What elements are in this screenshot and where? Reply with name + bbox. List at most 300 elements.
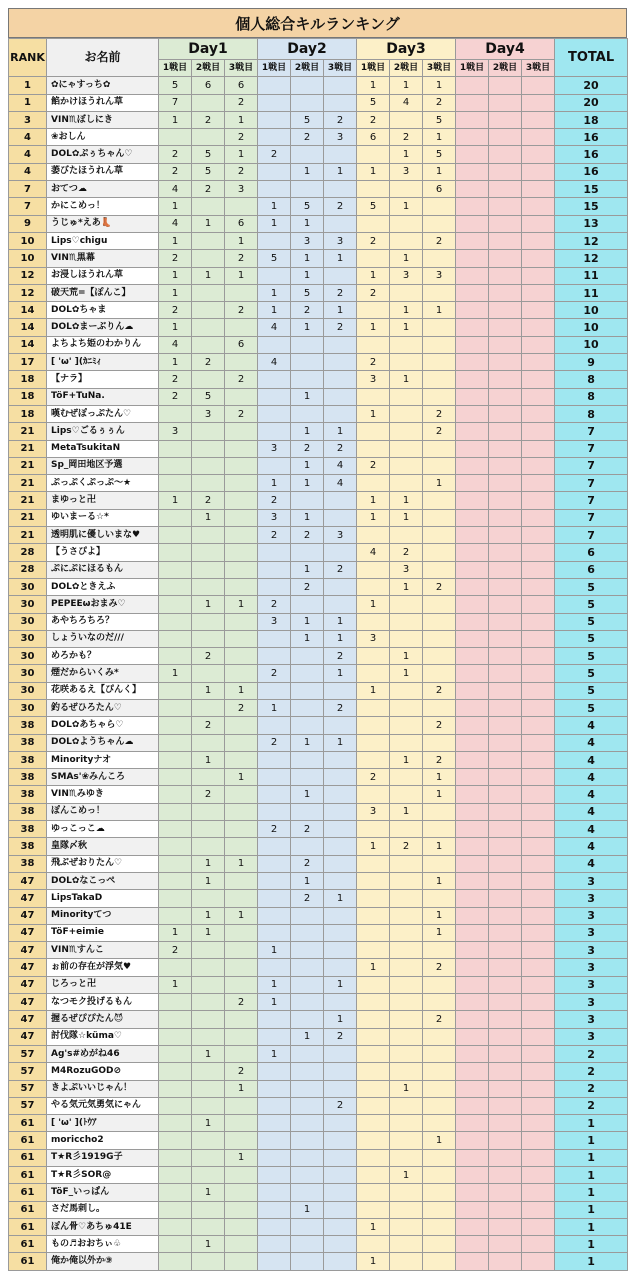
player-name-cell: 皇隊〆秋	[47, 838, 159, 855]
day4-battle1-kills-cell	[456, 596, 489, 613]
day1-battle1-kills-cell: 7	[159, 94, 192, 111]
day2-battle3-kills-cell	[324, 509, 357, 526]
day4-battle2-kills-cell	[489, 1201, 522, 1218]
rank-cell: 4	[9, 129, 47, 146]
day1-battle3-kills-cell	[225, 198, 258, 215]
total-kills-cell: 7	[555, 457, 628, 474]
day1-battle2-kills-cell	[192, 890, 225, 907]
day2-battle1-kills-cell	[258, 907, 291, 924]
day4-battle1-kills-cell	[456, 890, 489, 907]
day4-battle1-kills-cell	[456, 769, 489, 786]
day4-battle1-kills-cell	[456, 302, 489, 319]
day4-battle1-kills-cell	[456, 354, 489, 371]
day2-battle2-kills-cell: 1	[291, 423, 324, 440]
day4-battle3-kills-cell	[522, 475, 555, 492]
day1-battle3-kills-cell	[225, 527, 258, 544]
rank-cell: 30	[9, 578, 47, 595]
day3-battle1-kills-cell: 1	[357, 682, 390, 699]
table-row	[9, 267, 628, 284]
day1-battle1-kills-cell: 2	[159, 302, 192, 319]
day3-battle3-kills-cell: 2	[423, 1011, 456, 1028]
day2-battle1-kills-cell	[258, 544, 291, 561]
day4-battle1-header: 1戦目	[456, 60, 489, 77]
total-kills-cell: 3	[555, 872, 628, 889]
table-row	[9, 129, 628, 146]
table-row	[9, 423, 628, 440]
day3-battle2-kills-cell	[390, 423, 423, 440]
player-name-cell: VIN♏ぼしにき	[47, 111, 159, 128]
day1-battle1-kills-cell: 4	[159, 336, 192, 353]
day2-battle3-kills-cell: 2	[324, 1097, 357, 1114]
day2-battle3-kills-cell	[324, 682, 357, 699]
day4-battle3-kills-cell	[522, 1115, 555, 1132]
day3-battle3-kills-cell: 1	[423, 475, 456, 492]
day4-battle2-kills-cell	[489, 942, 522, 959]
day1-battle1-kills-cell	[159, 630, 192, 647]
day4-battle1-kills-cell	[456, 94, 489, 111]
total-kills-cell: 1	[555, 1167, 628, 1184]
total-kills-cell: 4	[555, 855, 628, 872]
day3-battle3-kills-cell: 1	[423, 1132, 456, 1149]
day4-battle3-kills-cell	[522, 1063, 555, 1080]
day2-battle1-kills-cell	[258, 111, 291, 128]
day3-battle2-kills-cell	[390, 1201, 423, 1218]
day1-battle1-kills-cell	[159, 561, 192, 578]
day2-battle1-kills-cell	[258, 855, 291, 872]
day4-battle2-kills-cell	[489, 1167, 522, 1184]
rank-cell: 4	[9, 146, 47, 163]
day3-battle2-kills-cell: 1	[390, 492, 423, 509]
player-name-cell: VIN♏すんこ	[47, 942, 159, 959]
day1-battle2-kills-cell: 1	[192, 1115, 225, 1132]
day1-battle3-kills-cell	[225, 354, 258, 371]
rank-cell: 30	[9, 648, 47, 665]
day3-battle1-kills-cell	[357, 1080, 390, 1097]
day3-battle3-kills-cell	[423, 613, 456, 630]
day1-battle3-kills-cell	[225, 1097, 258, 1114]
player-name-cell: お浸しほうれん草	[47, 267, 159, 284]
day3-battle3-kills-cell: 2	[423, 232, 456, 249]
day3-battle2-kills-cell	[390, 855, 423, 872]
table-row	[9, 699, 628, 716]
total-kills-cell: 7	[555, 527, 628, 544]
day2-battle1-kills-cell	[258, 405, 291, 422]
rank-cell: 7	[9, 198, 47, 215]
day3-battle3-kills-cell	[423, 457, 456, 474]
day4-battle1-kills-cell	[456, 578, 489, 595]
day2-battle1-kills-cell: 2	[258, 146, 291, 163]
rank-cell: 38	[9, 803, 47, 820]
rank-cell: 12	[9, 267, 47, 284]
player-name-cell: 飛ぶぜおりたん♡	[47, 855, 159, 872]
day2-battle2-kills-cell: 1	[291, 163, 324, 180]
day3-battle3-kills-cell	[423, 821, 456, 838]
name-header: お名前	[47, 39, 159, 77]
player-name-cell: やる気元気勇気にゃん	[47, 1097, 159, 1114]
day1-battle1-kills-cell: 2	[159, 942, 192, 959]
day4-battle3-kills-cell	[522, 786, 555, 803]
day1-battle3-kills-cell	[225, 872, 258, 889]
total-kills-cell: 13	[555, 215, 628, 232]
day3-battle3-kills-cell	[423, 440, 456, 457]
day1-battle3-kills-cell	[225, 648, 258, 665]
day4-battle1-kills-cell	[456, 838, 489, 855]
total-kills-cell: 11	[555, 284, 628, 301]
day1-battle2-kills-cell	[192, 838, 225, 855]
total-kills-cell: 4	[555, 751, 628, 768]
day2-battle3-kills-cell	[324, 907, 357, 924]
player-name-cell: 嘆むぜぽっぷたん♡	[47, 405, 159, 422]
day2-battle3-kills-cell: 3	[324, 129, 357, 146]
day1-battle1-kills-cell	[159, 769, 192, 786]
player-name-cell: 破天荒=【ぽんこ】	[47, 284, 159, 301]
day1-battle3-kills-cell	[225, 717, 258, 734]
day1-battle3-kills-cell: 2	[225, 94, 258, 111]
day3-battle2-kills-cell	[390, 1097, 423, 1114]
day3-battle1-kills-cell	[357, 890, 390, 907]
day2-battle3-kills-cell	[324, 1253, 357, 1270]
day4-battle1-kills-cell	[456, 457, 489, 474]
day1-battle1-kills-cell	[159, 1011, 192, 1028]
player-name-cell: [ 'ω' ](ｶﾆﾐｨ	[47, 354, 159, 371]
day2-battle1-kills-cell: 1	[258, 976, 291, 993]
day1-battle3-kills-cell	[225, 388, 258, 405]
day2-battle1-kills-cell: 1	[258, 302, 291, 319]
day4-battle3-kills-cell	[522, 1149, 555, 1166]
rank-cell: 14	[9, 302, 47, 319]
day2-battle1-kills-cell	[258, 1167, 291, 1184]
day1-battle1-kills-cell: 1	[159, 198, 192, 215]
day2-battle2-kills-cell: 1	[291, 561, 324, 578]
day3-battle1-kills-cell	[357, 786, 390, 803]
table-row	[9, 336, 628, 353]
day4-battle2-kills-cell	[489, 1115, 522, 1132]
day2-battle3-kills-cell: 2	[324, 648, 357, 665]
day1-battle2-kills-cell	[192, 769, 225, 786]
day3-battle1-kills-cell	[357, 1167, 390, 1184]
day3-battle1-kills-cell	[357, 1149, 390, 1166]
day3-battle3-kills-cell	[423, 544, 456, 561]
rank-cell: 47	[9, 942, 47, 959]
day3-battle2-kills-cell: 1	[390, 665, 423, 682]
day2-battle1-kills-cell	[258, 129, 291, 146]
total-kills-cell: 3	[555, 1011, 628, 1028]
day3-battle1-kills-cell: 1	[357, 405, 390, 422]
player-name-cell: TöF_いっぱん	[47, 1184, 159, 1201]
day2-battle3-kills-cell	[324, 855, 357, 872]
player-name-cell: さだ馬刺し。	[47, 1201, 159, 1218]
day4-battle1-kills-cell	[456, 699, 489, 716]
player-name-cell: しょういなのだ///	[47, 630, 159, 647]
rank-cell: 61	[9, 1184, 47, 1201]
day1-battle2-kills-cell	[192, 959, 225, 976]
day3-battle1-kills-cell	[357, 1236, 390, 1253]
day1-battle2-kills-cell: 1	[192, 907, 225, 924]
table-row	[9, 890, 628, 907]
day4-battle2-kills-cell	[489, 994, 522, 1011]
day2-battle2-kills-cell	[291, 751, 324, 768]
day3-battle1-header: 1戦目	[357, 60, 390, 77]
rank-cell: 38	[9, 786, 47, 803]
total-kills-cell: 7	[555, 475, 628, 492]
day4-battle3-kills-cell	[522, 267, 555, 284]
total-kills-cell: 7	[555, 440, 628, 457]
day2-battle3-kills-cell: 3	[324, 232, 357, 249]
day2-battle1-kills-cell: 1	[258, 284, 291, 301]
day1-battle3-kills-cell: 1	[225, 1080, 258, 1097]
day4-battle3-kills-cell	[522, 838, 555, 855]
player-name-cell: T★R彡SOR@	[47, 1167, 159, 1184]
day4-battle3-header: 3戦目	[522, 60, 555, 77]
day1-battle3-kills-cell	[225, 734, 258, 751]
day1-battle1-kills-cell: 1	[159, 111, 192, 128]
day1-battle1-kills-cell: 4	[159, 181, 192, 198]
day4-battle1-kills-cell	[456, 475, 489, 492]
player-name-cell: DOL✿あちゃら♡	[47, 717, 159, 734]
day1-battle1-kills-cell	[159, 1063, 192, 1080]
day4-battle1-kills-cell	[456, 423, 489, 440]
day4-battle3-kills-cell	[522, 457, 555, 474]
day4-battle1-kills-cell	[456, 1080, 489, 1097]
player-name-cell: [ 'ω' ](ﾄｳｱ	[47, 1115, 159, 1132]
day4-battle3-kills-cell	[522, 630, 555, 647]
day2-battle2-kills-cell	[291, 1115, 324, 1132]
day4-battle2-kills-cell	[489, 181, 522, 198]
day2-battle2-kills-cell	[291, 924, 324, 941]
player-name-cell: VIN♏みゆき	[47, 786, 159, 803]
day2-battle3-kills-cell	[324, 872, 357, 889]
day3-battle1-kills-cell	[357, 1045, 390, 1062]
day2-battle2-kills-cell	[291, 648, 324, 665]
day3-battle3-kills-cell	[423, 1097, 456, 1114]
day3-battle1-kills-cell	[357, 527, 390, 544]
day1-battle2-kills-cell: 1	[192, 509, 225, 526]
day3-battle2-kills-cell	[390, 890, 423, 907]
day4-battle3-kills-cell	[522, 492, 555, 509]
total-kills-cell: 2	[555, 1045, 628, 1062]
day4-battle2-kills-cell	[489, 215, 522, 232]
table-row	[9, 786, 628, 803]
day4-battle3-kills-cell	[522, 1045, 555, 1062]
day3-battle3-kills-cell	[423, 1236, 456, 1253]
day4-battle1-kills-cell	[456, 1201, 489, 1218]
day3-battle3-kills-cell	[423, 1218, 456, 1235]
day2-battle3-kills-cell: 1	[324, 1011, 357, 1028]
day2-battle3-header: 3戦目	[324, 60, 357, 77]
day2-battle2-kills-cell	[291, 838, 324, 855]
day3-battle3-kills-cell: 1	[423, 924, 456, 941]
day2-battle3-kills-cell: 1	[324, 613, 357, 630]
day4-battle1-kills-cell	[456, 198, 489, 215]
day1-battle3-kills-cell	[225, 1236, 258, 1253]
day2-battle3-kills-cell: 2	[324, 198, 357, 215]
total-kills-cell: 1	[555, 1149, 628, 1166]
day3-battle1-kills-cell	[357, 336, 390, 353]
player-name-cell: TöF+eimie	[47, 924, 159, 941]
sheet-title: 個人総合キルランキング	[8, 8, 627, 38]
day4-battle2-kills-cell	[489, 699, 522, 716]
day1-battle2-kills-cell	[192, 129, 225, 146]
day3-battle2-kills-cell	[390, 440, 423, 457]
day4-battle1-kills-cell	[456, 630, 489, 647]
rank-cell: 21	[9, 527, 47, 544]
day1-battle2-kills-cell	[192, 319, 225, 336]
player-name-cell: 餡かけほうれん草	[47, 94, 159, 111]
day4-battle1-kills-cell	[456, 388, 489, 405]
day3-battle1-kills-cell	[357, 181, 390, 198]
table-row	[9, 596, 628, 613]
day4-battle2-kills-cell	[489, 769, 522, 786]
total-kills-cell: 4	[555, 769, 628, 786]
day3-battle1-kills-cell: 1	[357, 267, 390, 284]
day1-battle2-kills-cell: 5	[192, 388, 225, 405]
day4-battle3-kills-cell	[522, 1253, 555, 1270]
day4-battle2-kills-cell	[489, 1028, 522, 1045]
player-name-cell: ぽん骨♡あちゅ41E	[47, 1218, 159, 1235]
day3-battle1-kills-cell: 1	[357, 959, 390, 976]
rank-cell: 21	[9, 423, 47, 440]
day2-battle2-kills-cell	[291, 354, 324, 371]
player-name-cell: まゆっと卍	[47, 492, 159, 509]
day3-battle2-kills-cell	[390, 699, 423, 716]
day3-battle2-kills-cell	[390, 1184, 423, 1201]
day2-battle2-kills-cell: 5	[291, 284, 324, 301]
day2-battle2-kills-cell	[291, 336, 324, 353]
rank-cell: 47	[9, 994, 47, 1011]
day4-battle1-kills-cell	[456, 146, 489, 163]
total-kills-cell: 16	[555, 146, 628, 163]
day3-battle2-header: 2戦目	[390, 60, 423, 77]
total-kills-cell: 3	[555, 976, 628, 993]
day2-battle2-kills-cell: 2	[291, 302, 324, 319]
day1-battle2-kills-cell: 2	[192, 717, 225, 734]
day2-battle3-kills-cell	[324, 1132, 357, 1149]
day2-battle1-kills-cell	[258, 838, 291, 855]
table-row	[9, 527, 628, 544]
day3-battle1-kills-cell	[357, 699, 390, 716]
day1-battle3-kills-cell	[225, 821, 258, 838]
player-name-cell: MetaTsukitaN	[47, 440, 159, 457]
day2-battle1-kills-cell	[258, 267, 291, 284]
day1-battle1-kills-cell	[159, 734, 192, 751]
day2-battle3-kills-cell	[324, 405, 357, 422]
day3-battle1-kills-cell: 1	[357, 1218, 390, 1235]
day4-header: Day4	[456, 39, 555, 60]
day1-battle3-kills-cell: 1	[225, 1149, 258, 1166]
day4-battle2-kills-cell	[489, 388, 522, 405]
day2-battle3-kills-cell: 3	[324, 527, 357, 544]
rank-cell: 61	[9, 1253, 47, 1270]
day3-battle1-kills-cell: 1	[357, 492, 390, 509]
day4-battle2-kills-cell	[489, 319, 522, 336]
day4-battle1-kills-cell	[456, 163, 489, 180]
day1-battle1-kills-cell	[159, 1253, 192, 1270]
day3-battle2-kills-cell	[390, 388, 423, 405]
table-row	[9, 163, 628, 180]
day1-battle2-kills-cell	[192, 630, 225, 647]
day2-battle2-kills-cell: 2	[291, 527, 324, 544]
day3-battle2-kills-cell	[390, 1115, 423, 1132]
day3-battle3-kills-cell: 1	[423, 77, 456, 94]
table-row	[9, 942, 628, 959]
day2-battle2-kills-cell: 2	[291, 129, 324, 146]
table-row	[9, 198, 628, 215]
total-kills-cell: 1	[555, 1115, 628, 1132]
day2-battle2-kills-cell	[291, 1045, 324, 1062]
day1-battle3-kills-cell: 2	[225, 371, 258, 388]
day3-battle2-kills-cell	[390, 907, 423, 924]
day4-battle3-kills-cell	[522, 803, 555, 820]
day3-battle1-kills-cell: 2	[357, 111, 390, 128]
total-kills-cell: 20	[555, 77, 628, 94]
player-name-cell: DOL✿ちゃま	[47, 302, 159, 319]
rank-cell: 61	[9, 1132, 47, 1149]
day3-battle1-kills-cell: 2	[357, 457, 390, 474]
day1-battle3-kills-cell: 2	[225, 699, 258, 716]
player-name-cell: DOL✿まーぶりん☁	[47, 319, 159, 336]
day4-battle1-kills-cell	[456, 336, 489, 353]
day1-battle3-kills-cell: 2	[225, 405, 258, 422]
table-row	[9, 751, 628, 768]
day4-battle1-kills-cell	[456, 1063, 489, 1080]
day4-battle1-kills-cell	[456, 77, 489, 94]
table-row	[9, 734, 628, 751]
day1-battle3-kills-cell	[225, 1115, 258, 1132]
day3-battle2-kills-cell	[390, 613, 423, 630]
day2-battle3-kills-cell: 2	[324, 319, 357, 336]
day1-battle2-kills-cell	[192, 1149, 225, 1166]
day3-battle1-kills-cell	[357, 717, 390, 734]
day3-battle2-kills-cell: 1	[390, 198, 423, 215]
day1-battle2-kills-cell	[192, 1218, 225, 1235]
day2-battle2-kills-cell	[291, 1011, 324, 1028]
day2-battle3-kills-cell	[324, 942, 357, 959]
total-kills-cell: 18	[555, 111, 628, 128]
day3-battle3-kills-cell: 1	[423, 129, 456, 146]
player-name-cell: SMAs'❀みんころ	[47, 769, 159, 786]
table-row	[9, 1236, 628, 1253]
table-row	[9, 319, 628, 336]
player-name-cell: DOL✿ときえふ	[47, 578, 159, 595]
day3-battle2-kills-cell: 4	[390, 94, 423, 111]
player-name-cell: M4RozuGOD⊘	[47, 1063, 159, 1080]
day2-battle2-kills-cell	[291, 1063, 324, 1080]
day4-battle2-kills-cell	[489, 613, 522, 630]
table-row	[9, 717, 628, 734]
day2-battle3-kills-cell: 2	[324, 440, 357, 457]
day2-battle2-kills-cell: 2	[291, 578, 324, 595]
day3-battle2-kills-cell	[390, 527, 423, 544]
day2-battle3-kills-cell: 2	[324, 561, 357, 578]
player-name-cell: VIN♏黒幕	[47, 250, 159, 267]
day2-battle3-kills-cell: 2	[324, 1028, 357, 1045]
day4-battle3-kills-cell	[522, 751, 555, 768]
day1-battle3-kills-cell	[225, 509, 258, 526]
day1-battle1-kills-cell: 2	[159, 163, 192, 180]
day4-battle3-kills-cell	[522, 613, 555, 630]
day2-battle3-kills-cell	[324, 1149, 357, 1166]
player-name-cell: DOL✿なこっぺ	[47, 872, 159, 889]
day2-battle3-kills-cell	[324, 1201, 357, 1218]
table-row	[9, 509, 628, 526]
player-name-cell: なつモク投げるもん	[47, 994, 159, 1011]
day2-battle1-kills-cell	[258, 457, 291, 474]
rank-cell: 38	[9, 821, 47, 838]
table-row	[9, 388, 628, 405]
day1-battle2-kills-cell	[192, 94, 225, 111]
day2-battle3-kills-cell: 2	[324, 111, 357, 128]
day1-battle3-kills-cell: 2	[225, 129, 258, 146]
